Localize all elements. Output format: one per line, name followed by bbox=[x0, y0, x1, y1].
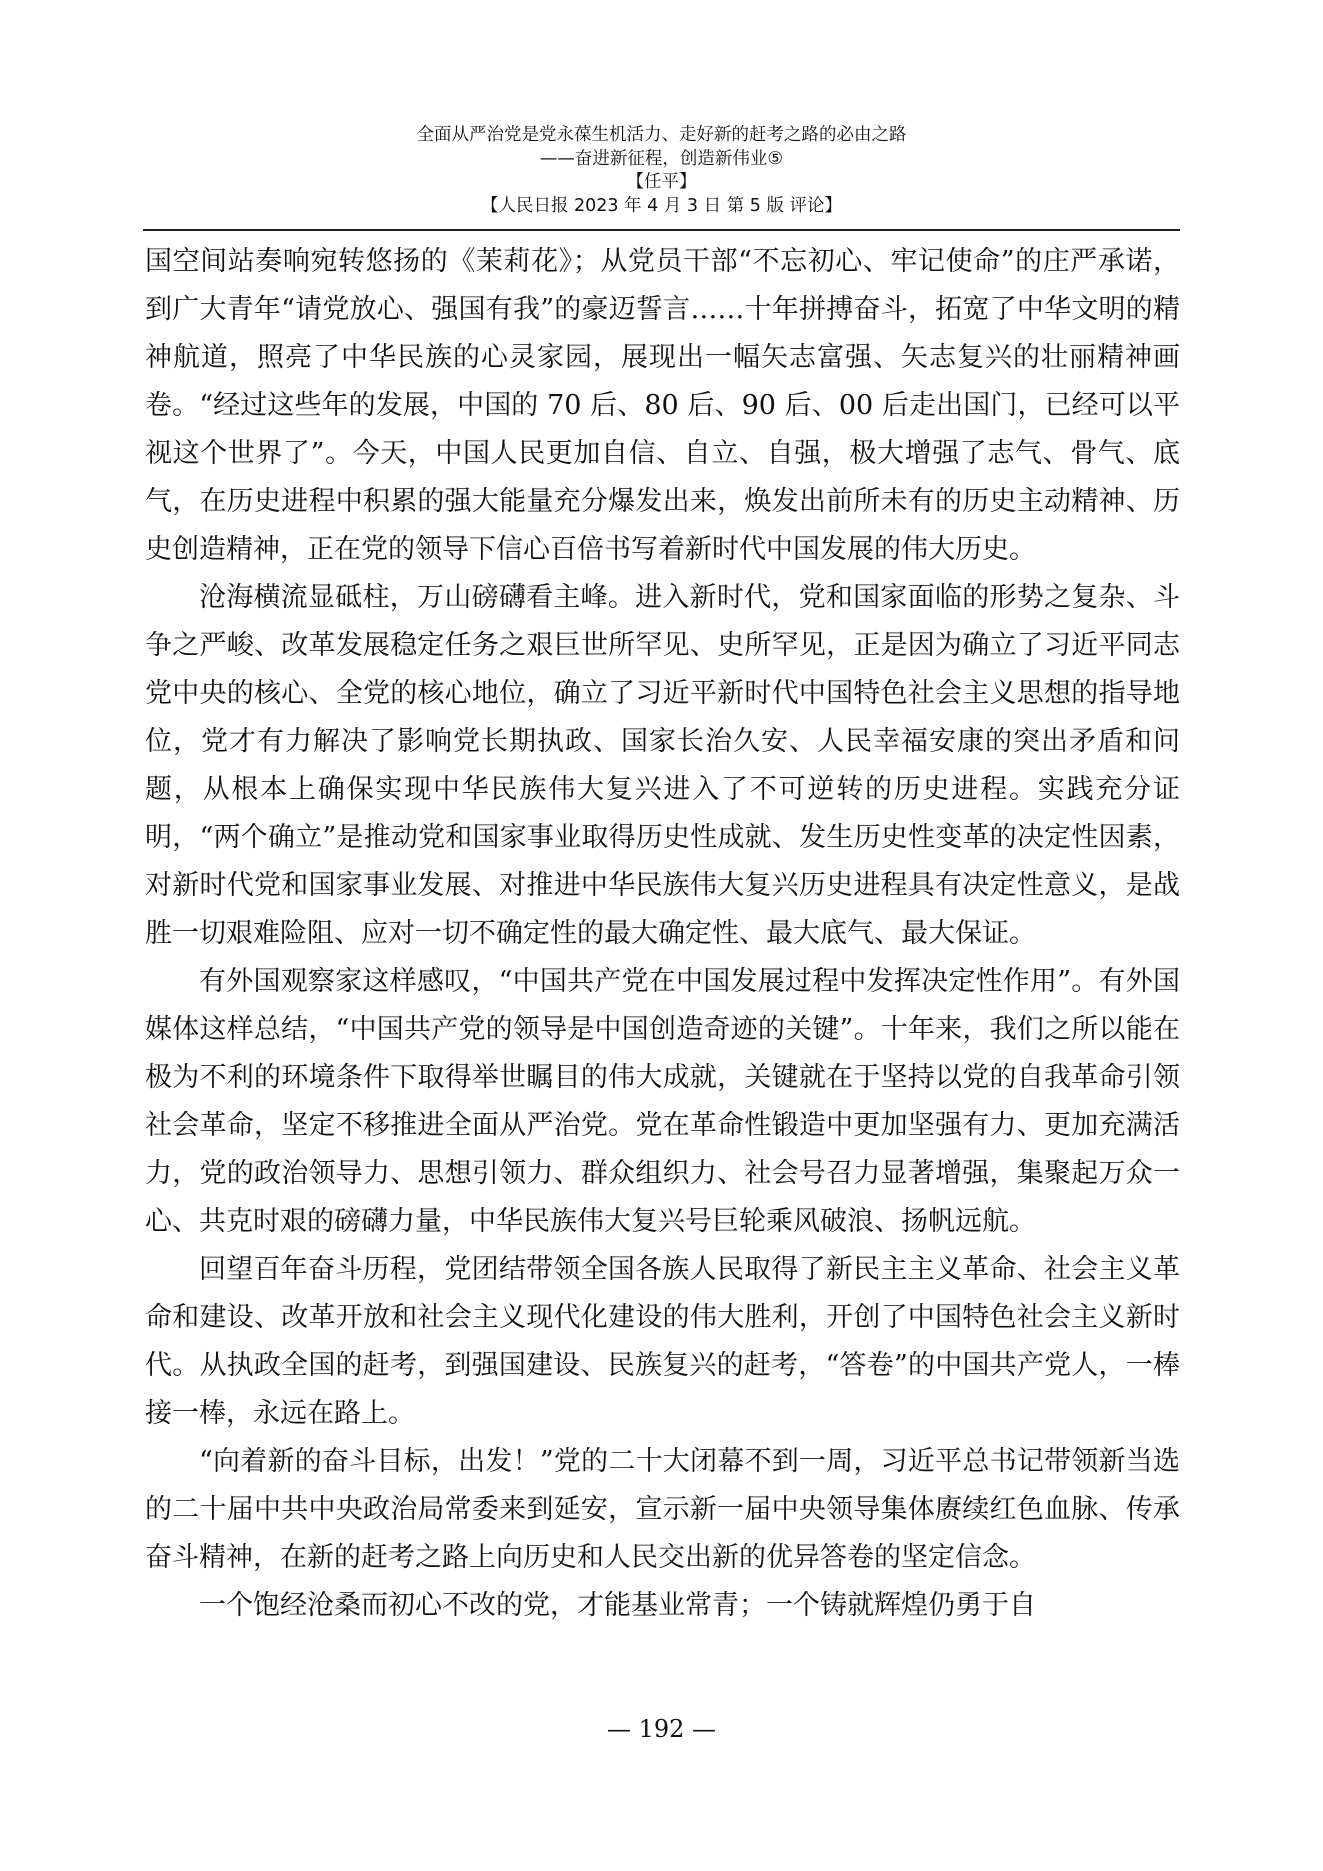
body-paragraph-3: 有外国观察家这样感叹，“中国共产党在中国发展过程中发挥决定性作用”。有外国媒体这样总结，“中国共产党的领导是中国创造奇迹的关键”。十年来，我们之所以能在极为不利的环境条件下取得举世瞩目的伟大成就，关键就在于坚持以党的自我革命引领社会革命，坚定不移推进全面从严治党。党在革命性锻造中更加坚强有力、更加充满活力，党的政治领导力、思想引领力、群众组织力、社会号召力显著增强，集聚起万众一心、共克时艰的磅礴力量，中华民族伟大复兴号巨轮乘风破浪、扬帆远航。 bbox=[145, 966, 1180, 1237]
document-header bbox=[143, 124, 1180, 218]
body-paragraph-1: 国空间站奏响宛转悠扬的《茉莉花》；从党员干部“不忘初心、牢记使命”的庄严承诺，到广大青年“请党放心、强国有我”的豪迈誓言……十年拼搏奋斗，拓宽了中华文明的精神航道，照亮了中华民族的心灵家园，展现出一幅矢志富强、矢志复兴的壮丽精神画卷。“经过这些年的发展，中国的 70 后、80 后、90 后、00 后走出国门，已经可以平视这个世界了”。今天，中国人民更加自信、自立、自强，极大增强了志气、骨气、底气，在历史进程中积累的强大能量充分爆发出来，焕发出前所未有的历史主动精神、历史创造精神，正在党的领导下信心百倍书写着新时代中国发展的伟大历史。 bbox=[145, 246, 1180, 565]
article-author: 【任平】 bbox=[626, 172, 697, 192]
body-paragraph-4: 回望百年奋斗历程，党团结带领全国各族人民取得了新民主主义革命、社会主义革命和建设、改革开放和社会主义现代化建设的伟大胜利，开创了中国特色社会主义新时代。从执政全国的赶考，到强国建设、民族复兴的赶考，“答卷”的中国共产党人，一棒接一棒，永远在路上。 bbox=[145, 1254, 1180, 1429]
article-subtitle: ——奋进新征程，创造新伟业⑤ bbox=[539, 148, 784, 169]
body-paragraph-5: “向着新的奋斗目标，出发！”党的二十大闭幕不到一周，习近平总书记带领新当选的二十届中共中央政治局常委来到延安，宣示新一届中央领导集体赓续红色血脉、传承奋斗精神，在新的赶考之路上向历史和人民交出新的优异答卷的坚定信念。 bbox=[145, 1446, 1180, 1573]
article-source: 【人民日报 2023 年 4 月 3 日 第 5 版 评论】 bbox=[480, 195, 843, 216]
article-title: 全面从严治党是党永葆生机活力、走好新的赶考之路的必由之路 bbox=[416, 125, 907, 145]
article-body bbox=[145, 238, 1180, 1630]
page-number: — 192 — bbox=[606, 1715, 717, 1743]
header-divider bbox=[143, 229, 1180, 231]
body-paragraph-2: 沧海横流显砥柱，万山磅礴看主峰。进入新时代，党和国家面临的形势之复杂、斗争之严峻、改革发展稳定任务之艰巨世所罕见、史所罕见，正是因为确立了习近平同志党中央的核心、全党的核心地位，确立了习近平新时代中国特色社会主义思想的指导地位，党才有力解决了影响党长期执政、国家长治久安、人民幸福安康的突出矛盾和问题，从根本上确保实现中华民族伟大复兴进入了不可逆转的历史进程。实践充分证明，“两个确立”是推动党和国家事业取得历史性成就、发生历史性变革的决定性因素，对新时代党和国家事业发展、对推进中华民族伟大复兴历史进程具有决定性意义，是战胜一切艰难险阻、应对一切不确定性的最大确定性、最大底气、最大保证。 bbox=[145, 582, 1180, 949]
body-paragraph-6: 一个饱经沧桑而初心不改的党，才能基业常青；一个铸就辉煌仍勇于自 bbox=[199, 1590, 1036, 1621]
